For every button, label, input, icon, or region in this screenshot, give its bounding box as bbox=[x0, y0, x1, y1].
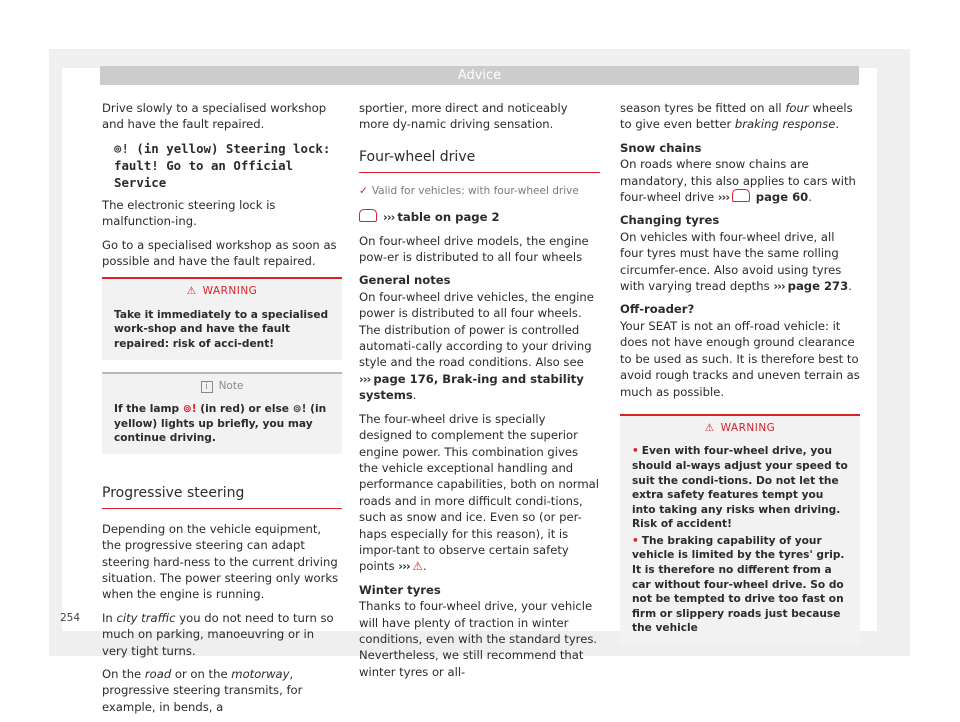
warning-box bbox=[620, 414, 860, 644]
page-header: Advice bbox=[100, 66, 859, 85]
table-reference[interactable]: ››› table on page 2 bbox=[359, 209, 600, 225]
paragraph: The electronic steering lock is malfunction-ing. bbox=[102, 197, 276, 229]
paragraph: On four-wheel drive vehicles, the engine power is distributed to all four wheels. The distribution of power is controlled automati-cally according to your driving style and the road conditions. Also see ››› page 176, Brak-ing and stability systems. bbox=[359, 289, 594, 403]
paragraph: On the road or on the motorway, progressive steering transmits, for example, in bends, a bbox=[102, 667, 303, 714]
subheading-general-notes: General notes bbox=[359, 273, 451, 288]
subheading-changing-tyres: Changing tyres bbox=[620, 213, 720, 228]
note-box bbox=[102, 372, 342, 454]
paragraph: Thanks to four-wheel drive, your vehicle will have plenty of traction in winter conditions, even with the standard tyres. Nevertheless, we still recommend that winter tyres or all- bbox=[359, 599, 598, 679]
paragraph: Your SEAT is not an off-road vehicle: it does not have enough ground clearance to be used as such. It is therefore best to avoid rough tracks and uneven terrain as much as possible. bbox=[620, 318, 860, 399]
steering-yellow-icon: ⊚! bbox=[292, 403, 307, 416]
subheading-off-roader: Off-roader? bbox=[620, 302, 695, 317]
steering-lock-message: ⊚! (in yellow) Steering lock: fault! Go to an Official Service bbox=[114, 140, 331, 190]
warning-body: Take it immediately to a specialised work-shop and have the fault repaired: risk of acci-dent! bbox=[114, 308, 329, 351]
paragraph: Drive slowly to a specialised workshop and have the fault repaired. bbox=[102, 101, 327, 132]
page-link[interactable]: page 60 bbox=[755, 190, 809, 205]
subheading-snow-chains: Snow chains bbox=[620, 140, 702, 155]
warning-bullet: • The braking capability of your vehicle is limited by the tyres' grip. It is therefore no different from a car without four-wheel drive. So do not be tempted to drive too fast on firm or slippery roads just because the vehicle bbox=[632, 534, 845, 635]
checkmark-icon: ✓ bbox=[359, 184, 368, 197]
page-number: 254 bbox=[60, 612, 81, 624]
steering-warning-icon: ⊚! bbox=[114, 140, 129, 156]
paragraph: On vehicles with four-wheel drive, all four tyres must have the same rolling circumfer-ence. Also avoid using tyres with varying tread depths ››› page 273. bbox=[620, 229, 852, 294]
warning-box bbox=[102, 277, 342, 359]
paragraph: The four-wheel drive is specially designed to complement the superior engine power. This combination gives the vehicle exceptional handling and performance capabilities, both on normal roads and in more difficult condi-tions, such as snow and ice. Even so (or per-haps especially for this reason), it is impor-tant to observe certain safety points ››› ⚠. bbox=[359, 411, 599, 574]
warning-triangle-icon[interactable]: ⚠ bbox=[412, 559, 424, 574]
note-header: i Note bbox=[102, 372, 342, 398]
warning-header: ⚠ WARNING bbox=[102, 277, 342, 303]
column-2 bbox=[359, 100, 600, 687]
warning-header: ⚠ WARNING bbox=[620, 414, 860, 440]
info-icon: i bbox=[201, 381, 213, 393]
paragraph: season tyres be fitted on all four wheels to give even better braking response. bbox=[620, 101, 853, 132]
paragraph: Depending on the vehicle equipment, the progressive steering can adapt steering hard-ness to the current driving situation. The power steering only works when the engine is running. bbox=[102, 521, 339, 602]
warning-triangle-icon: ⚠ bbox=[186, 285, 197, 298]
car-icon bbox=[732, 189, 750, 202]
paragraph: On four-wheel drive models, the engine pow-er is distributed to all four wheels bbox=[359, 233, 589, 265]
warning-bullet: • Even with four-wheel drive, you should al-ways adjust your speed to suit the condi-tions. Do not let the extra safety features tempt you into taking any risks when driving. Risk of accident! bbox=[632, 445, 848, 531]
page-link[interactable]: page 176, Brak-ing and stability systems bbox=[359, 371, 584, 403]
paragraph: Go to a specialised workshop as soon as possible and have the fault repaired. bbox=[102, 237, 337, 269]
validity-line: ✓ Valid for vehicles: with four-wheel drive bbox=[359, 184, 579, 197]
subheading-winter-tyres: Winter tyres bbox=[359, 582, 441, 597]
section-title-progressive-steering: Progressive steering bbox=[102, 476, 342, 509]
steering-red-icon: ⊚! bbox=[182, 403, 197, 416]
paragraph: sportier, more direct and noticeably more dy-namic driving sensation. bbox=[359, 101, 568, 132]
warning-body bbox=[620, 440, 860, 644]
paragraph: On roads where snow chains are mandatory, this also applies to cars with four-wheel drive ››› page 60. bbox=[620, 157, 856, 205]
column-3 bbox=[620, 100, 860, 654]
column-1 bbox=[102, 100, 342, 722]
note-body: If the lamp ⊚! (in red) or else ⊚! (in yellow) lights up briefly, you may continue driving. bbox=[114, 403, 327, 445]
warning-triangle-icon: ⚠ bbox=[704, 421, 715, 434]
video-icon bbox=[359, 209, 377, 222]
page-link[interactable]: page 273 bbox=[787, 279, 849, 294]
paragraph: In city traffic you do not need to turn so much on parking, manoeuvring or in very tight turns. bbox=[102, 610, 334, 658]
section-title-four-wheel-drive: Four-wheel drive bbox=[359, 140, 600, 173]
